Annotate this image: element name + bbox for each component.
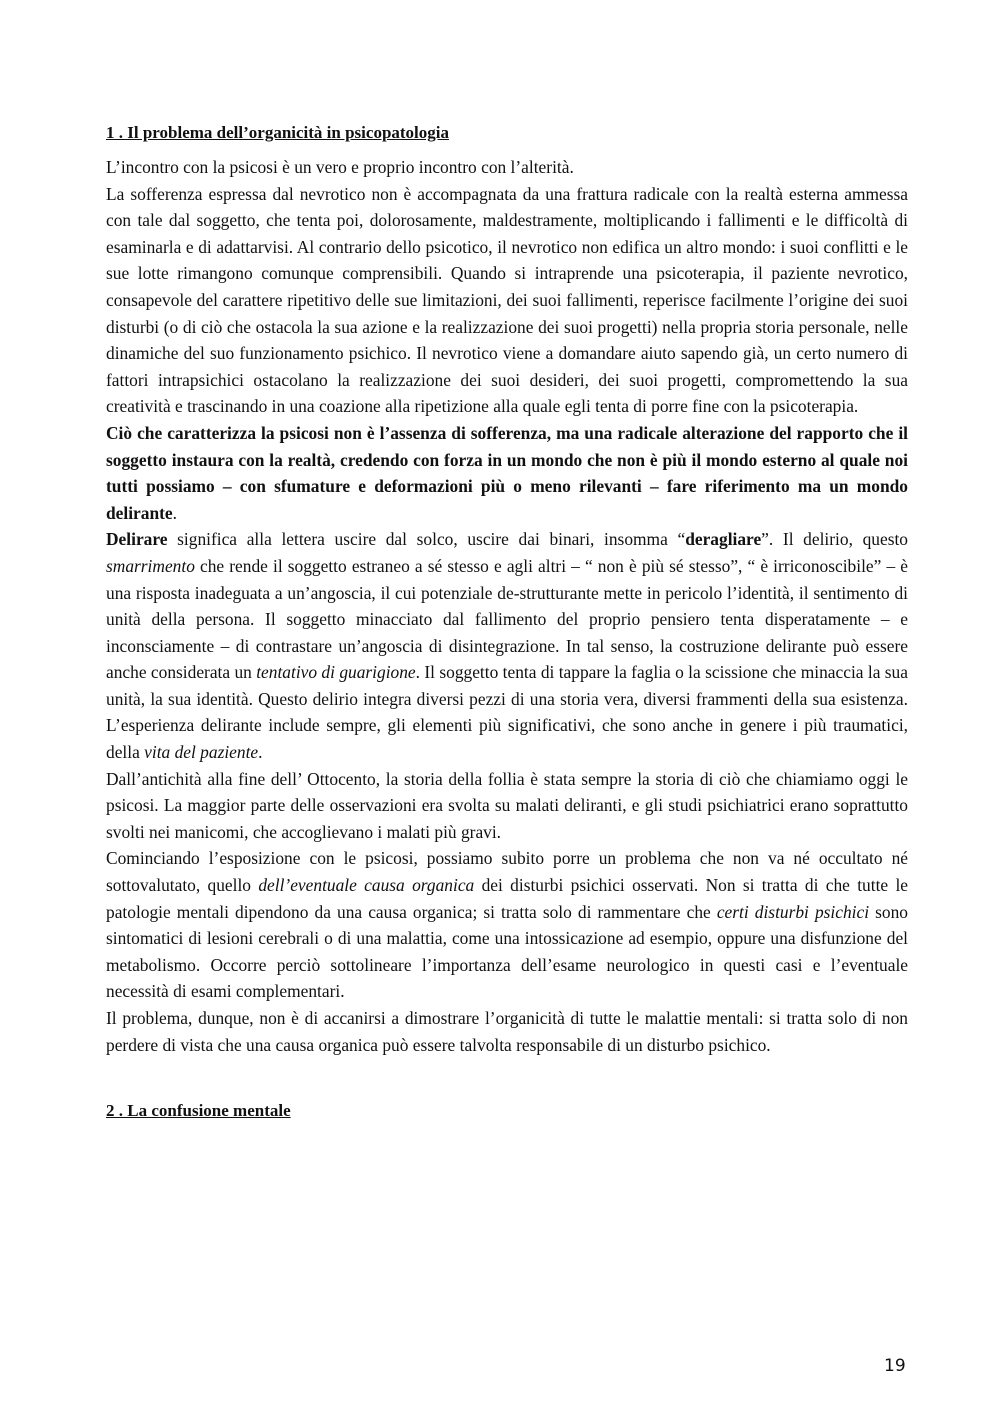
- paragraph-conclusione: Il problema, dunque, non è di accanirsi a dimostrare l’organicità di tutte le malattie mentali: si tratta solo di non perdere di vista che una causa organica può essere talvolta responsabile di un disturbo psichico.: [106, 1008, 908, 1055]
- term-delirare: Delirare: [106, 529, 168, 550]
- paragraph-delirare: Delirare significa alla lettera uscire dal solco, uscire dai binari, insomma “deragliare”. Il delirio, questo smarrimento che rende il soggetto estraneo a sé stesso e agli altri – “ non è più sé stesso”, “ è irriconoscibile” – è una risposta inadeguata a un’angoscia, il cui potenziale de-strutturante mette in pericolo l’identità, il sentimento di unità della persona. Il soggetto minacciato dal fallimento del proprio pensiero tenta disperatamente – e inconsciamente – di contrastare un’angoscia di disintegrazione. In tal senso, la costruzione delirante può essere anche considerata un tentativo di guarigione. Il soggetto tenta di tappare la faglia o la scissione che minaccia la sua unità, la sua identità. Questo delirio integra diversi pezzi di una storia vera, diversi frammenti della sua esistenza. L’esperienza delirante include sempre, gli elementi più significativi, che sono anche in genere i più traumatici, della vita del paziente.: [106, 529, 908, 763]
- term-disturbi-psichici: certi disturbi psichici: [716, 901, 870, 922]
- section-heading-2: 2 . La confusione mentale: [106, 1101, 291, 1121]
- term-vita-paziente: vita del paziente: [144, 742, 259, 763]
- section-body-1: [106, 154, 908, 1058]
- paragraph-psicosi-definition: Ciò che caratterizza la psicosi non è l’assenza di sofferenza, ma una radicale alterazione del rapporto che il soggetto instaura con la realtà, credendo con forza in un mondo che non è più il mondo esterno al quale noi tutti possiamo – con sfumature e deformazioni più o meno rilevanti – fare riferimento ma un mondo delirante.: [106, 422, 908, 523]
- paragraph-nevrotico: La sofferenza espressa dal nevrotico non è accompagnata da una frattura radicale con la realtà esterna ammessa con tale dal soggetto, che tenta poi, dolorosamente, maldestramente, moltiplicando i fallimenti e le difficoltà di esaminarla e di adattarvisi. Al contrario dello psicotico, il nevrotico non edifica un altro mondo: i suoi conflitti e le sue lotte rimangono comunque comprensibili. Quando si intraprende una psicoterapia, il paziente nevrotico, consapevole del carattere ripetitivo delle sue limitazioni, dei suoi fallimenti, reperisce facilmente l’origine dei suoi disturbi (o di ciò che ostacola la sua azione e la realizzazione dei suoi progetti) nella propria storia personale, nelle dinamiche del suo funzionamento psichico. Il nevrotico viene a domandare aiuto sapendo già, un certo numero di fattori intrapsichici ostacolano la realizzazione dei suoi desideri, dei suoi progetti, compromettendo la sua creatività e trascinando in una coazione alla ripetizione alla quale egli tenta di porre fine con la psicoterapia.: [106, 183, 908, 417]
- term-tentativo: tentativo di guarigione: [256, 662, 416, 683]
- term-causa-organica: dell’eventuale causa organica: [258, 875, 475, 896]
- page-number: 19: [884, 1356, 906, 1376]
- term-deragliare: deragliare: [685, 529, 762, 550]
- paragraph-storia-follia: Dall’antichità alla fine dell’ Ottocento, la storia della follia è stata sempre la storia di ciò che chiamiamo oggi le psicosi. La maggior parte delle osservazioni era svolta su malati deliranti, e gli studi psichiatrici erano soprattutto svolti nei manicomi, che accoglievano i malati più gravi.: [106, 768, 908, 842]
- term-smarrimento: smarrimento: [106, 555, 195, 576]
- paragraph-intro: L’incontro con la psicosi è un vero e proprio incontro con l’alterità.: [106, 157, 574, 177]
- section-heading-1: 1 . Il problema dell’organicità in psicopatologia: [106, 123, 450, 142]
- paragraph-causa-organica: Cominciando l’esposizione con le psicosi, possiamo subito porre un problema che non va né occultato né sottovalutato, quello dell’eventuale causa organica dei disturbi psichici osservati. Non si tratta di che tutte le patologie mentali dipendono da una causa organica; si tratta solo di rammentare che certi disturbi psichici sono sintomatici di lesioni cerebrali o di una malattia, come una intossicazione ad esempio, oppure una disfunzione del metabolismo. Occorre perciò sottolineare l’importanza dell’esame neurologico in questi casi e l’eventuale necessità di esami complementari.: [106, 848, 909, 1002]
- bold-psicosi-statement: Ciò che caratterizza la psicosi non è l’assenza di sofferenza, ma una radicale alterazione del rapporto che il soggetto instaura con la realtà, credendo con forza in un mondo che non è più il mondo esterno al quale noi tutti possiamo – con sfumature e deformazioni più o meno rilevanti – fare riferimento ma un mondo delirante: [106, 422, 908, 523]
- document-page: [106, 120, 908, 1132]
